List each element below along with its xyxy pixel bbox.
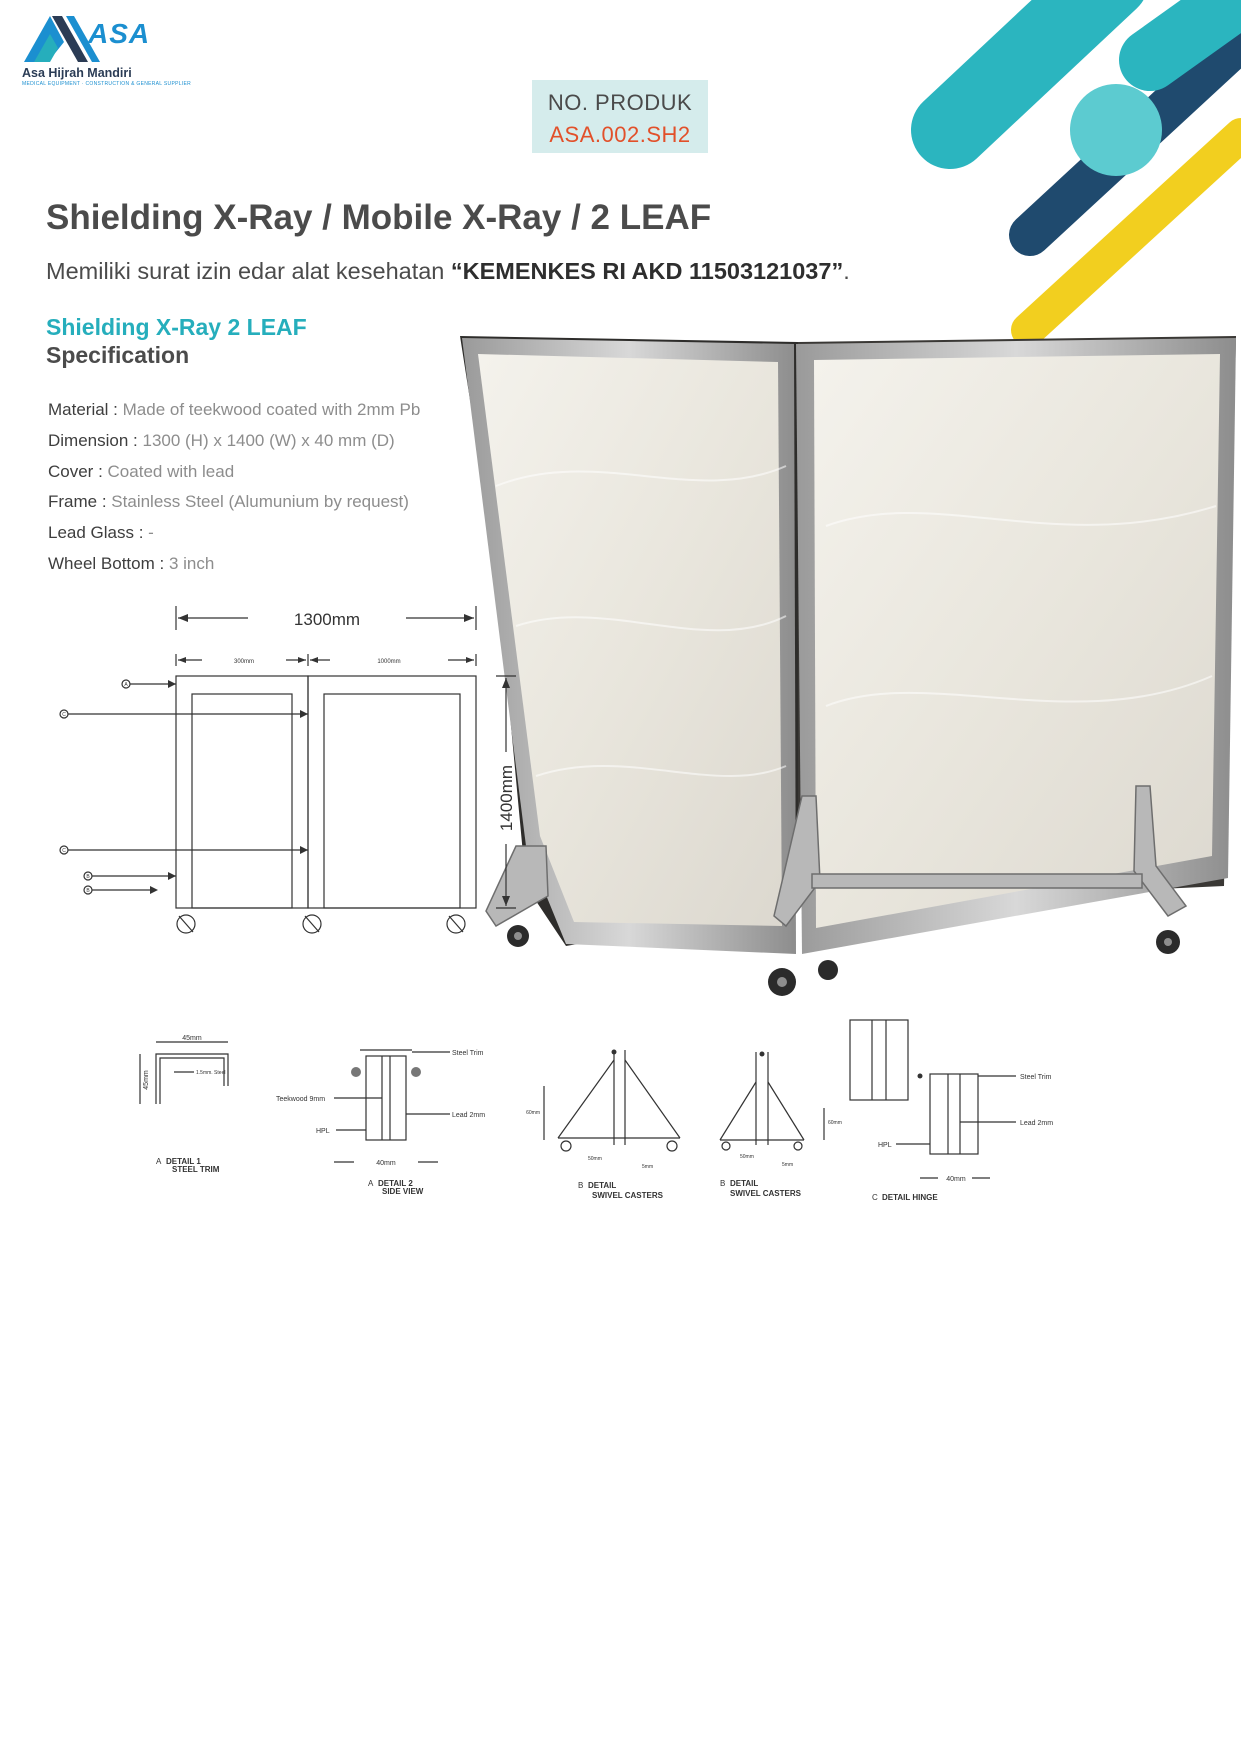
spec-key: Material : [48,400,123,419]
product-subtitle: Shielding X-Ray 2 LEAF [46,314,307,340]
marker-c-top: C [62,712,66,718]
detail1-marker: A [156,1157,162,1166]
spec-value: 3 inch [168,554,215,573]
spec-key: Lead Glass : [48,523,149,542]
detail4-height: 60mm [828,1120,842,1126]
product-number-code: ASA.002.SH2 [549,122,691,147]
detail2-teekwood: Teekwood 9mm [276,1096,326,1103]
spec-lead-glass [48,523,154,543]
detail4-gap: 5mm [782,1162,794,1168]
detail1-height: 45mm [143,1070,150,1090]
detail5-steel-trim: Steel Trim [1020,1074,1052,1081]
logo-tagline: MEDICAL EQUIPMENT · CONSTRUCTION & GENERAL SUPPLIER [22,81,192,87]
detail4-caption2: SWIVEL CASTERS [730,1189,801,1198]
permit-statement [46,258,850,285]
spec-value: Stainless Steel (Alumunium by request) [111,492,409,511]
detail4-caption1: DETAIL [730,1179,759,1188]
product-photo [456,326,1241,1008]
detail-drawings [120,1010,1080,1220]
detail3-caption1: DETAIL [588,1181,617,1190]
company-logo [22,12,192,92]
marker-b-top: B [86,874,90,880]
detail2-steel-trim: Steel Trim [452,1050,484,1057]
detail2-caption1: DETAIL 2 [378,1179,413,1188]
spec-key: Cover : [48,462,108,481]
detail4-marker: B [720,1179,726,1188]
spec-key: Wheel Bottom : [48,554,169,573]
detail2-caption2: SIDE VIEW [382,1187,424,1196]
detail2-marker: A [368,1179,374,1188]
detail4-spacing: 50mm [740,1154,754,1160]
detail2-depth: 40mm [376,1160,396,1167]
spec-value: Made of teekwood coated with 2mm Pb [122,400,421,419]
spec-value: - [148,523,154,542]
detail5-depth: 40mm [946,1176,966,1183]
spec-key: Dimension : [48,431,143,450]
product-number-label: NO. PRODUK [547,90,693,115]
detail1-width: 45mm [182,1035,202,1042]
decorative-stripes [880,0,1241,340]
detail5-hpl: HPL [878,1142,892,1149]
logo-company-name: Asa Hijrah Mandiri [22,66,132,80]
spec-cover [48,462,234,482]
spec-material [48,400,420,420]
detail3-marker: B [578,1181,584,1190]
marker-c-bottom: C [62,848,66,854]
detail1-caption1: DETAIL 1 [166,1157,201,1166]
detail5-caption: DETAIL HINGE [882,1193,938,1202]
detail5-lead: Lead 2mm [1020,1120,1054,1127]
right-panel-width-label: 1000mm [377,659,401,665]
spec-wheel-bottom [48,554,214,574]
spec-value: Coated with lead [107,462,235,481]
detail3-spacing: 50mm [588,1156,602,1162]
detail3-height: 60mm [526,1110,540,1116]
detail1-material: 1.5mm. Steel [196,1070,226,1076]
spec-value: 1300 (H) x 1400 (W) x 40 mm (D) [142,431,395,450]
logo-brand: ASA [88,18,151,49]
marker-a: A [124,682,128,688]
marker-b-bottom: B [86,888,90,894]
spec-key: Frame : [48,492,112,511]
page-title: Shielding X-Ray / Mobile X-Ray / 2 LEAF [46,198,712,237]
spec-heading: Specification [46,342,190,368]
permit-prefix: Memiliki surat izin edar alat kesehatan [46,258,451,284]
detail5-marker: C [872,1193,878,1202]
front-view-drawing [52,594,532,944]
permit-suffix: . [843,258,850,284]
overall-width-label: 1300mm [293,610,361,629]
product-number-box [532,80,708,153]
detail2-hpl: HPL [316,1128,330,1135]
detail3-gap: 5mm [642,1164,654,1170]
detail1-caption2: STEEL TRIM [172,1165,220,1174]
overall-height-label: 1400mm [497,764,516,832]
left-panel-width-label: 300mm [233,659,255,665]
detail2-lead: Lead 2mm [452,1112,486,1119]
detail3-caption2: SWIVEL CASTERS [592,1191,663,1200]
spec-frame [48,492,409,512]
permit-number: “KEMENKES RI AKD 11503121037” [450,258,844,284]
spec-dimension [48,431,395,451]
